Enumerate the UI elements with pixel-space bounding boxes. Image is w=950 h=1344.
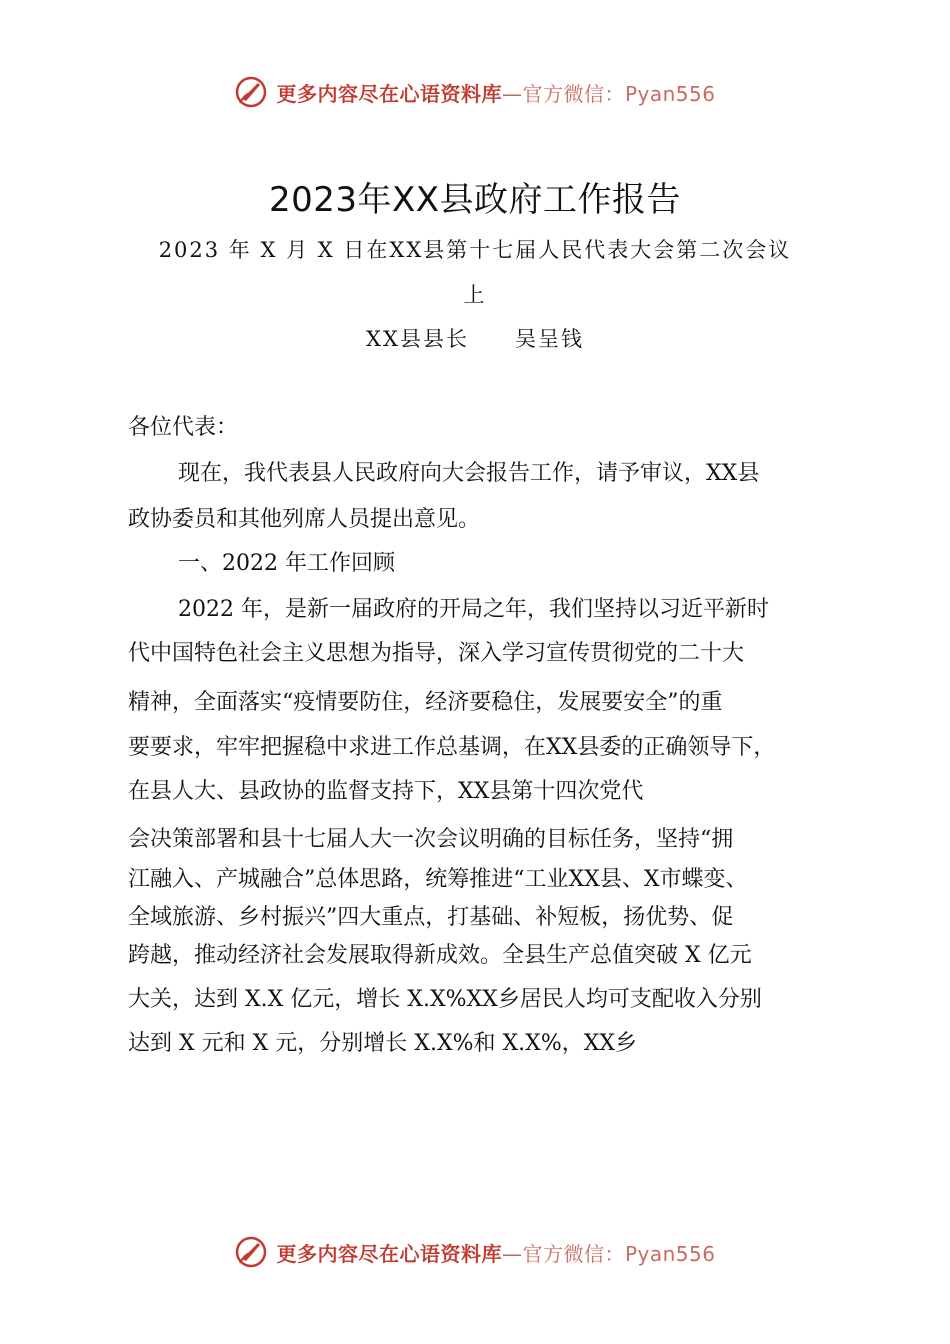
- document-title: 2023年XX县政府工作报告: [268, 180, 682, 220]
- watermark-banner-top: [0, 70, 950, 114]
- body-line: 要要求，牢牢把握稳中求进工作总基调，在XX县委的正确领导下，: [128, 735, 776, 760]
- body-line: 全域旅游、乡村振兴”四大重点，打基础、补短板，扬优势、促: [128, 905, 734, 930]
- watermark-brand: 更多内容尽在心语资料库: [276, 1241, 502, 1266]
- body-line: 现在，我代表县人民政府向大会报告工作，请予审议，XX县: [178, 461, 760, 486]
- watermark-brand: 更多内容尽在心语资料库: [276, 81, 502, 106]
- body-line: 在县人大、县政协的监督支持下，XX县第十四次党代: [128, 779, 644, 804]
- watermark-banner-bottom: [0, 1230, 950, 1274]
- body-line: 跨越，推动经济社会发展取得新成效。全县生产总值突破 X 亿元: [128, 943, 752, 968]
- quill-logo-icon: [234, 75, 268, 109]
- watermark-separator: —: [501, 1241, 523, 1266]
- body-line: 代中国特色社会主义思想为指导，深入学习宣传贯彻党的二十大: [128, 641, 745, 666]
- body-line: 一、2022 年工作回顾: [178, 551, 395, 576]
- speaker-line: [0, 323, 950, 353]
- body-line: 2022 年，是新一届政府的开局之年，我们坚持以习近平新时: [178, 597, 769, 622]
- body-line: 达到 X 元和 X 元，分别增长 X.X%和 X.X%，XX乡: [128, 1031, 638, 1056]
- body-line: 政协委员和其他列席人员提出意见。: [128, 507, 481, 532]
- watermark-wechat: 官方微信：Pyan556: [522, 1241, 716, 1266]
- body-line: 精神，全面落实“疫情要防住，经济要稳住，发展要安全”的重: [128, 690, 723, 715]
- quill-logo-icon: [234, 1235, 268, 1269]
- body-line: 各位代表：: [128, 415, 239, 440]
- body-line: 大关，达到 X.X 亿元，增长 X.X%XX乡居民人均可支配收入分别: [128, 987, 762, 1012]
- subtitle-line-1: 2023 年 X 月 X 日在XX县第十七届人民代表大会第二次会议: [158, 238, 792, 262]
- body-line: 会决策部署和县十七届人大一次会议明确的目标任务，坚持“拥: [128, 827, 734, 852]
- speaker-role: XX县县长: [366, 327, 469, 351]
- speaker-name: 吴呈钱: [514, 327, 584, 351]
- body-line: 江融入、产城融合”总体思路，统筹推进“工业XX县、X市蝶变、: [128, 867, 748, 892]
- watermark-wechat: 官方微信：Pyan556: [522, 81, 716, 106]
- watermark-separator: —: [501, 81, 523, 106]
- subtitle-line-2: 上: [463, 283, 487, 307]
